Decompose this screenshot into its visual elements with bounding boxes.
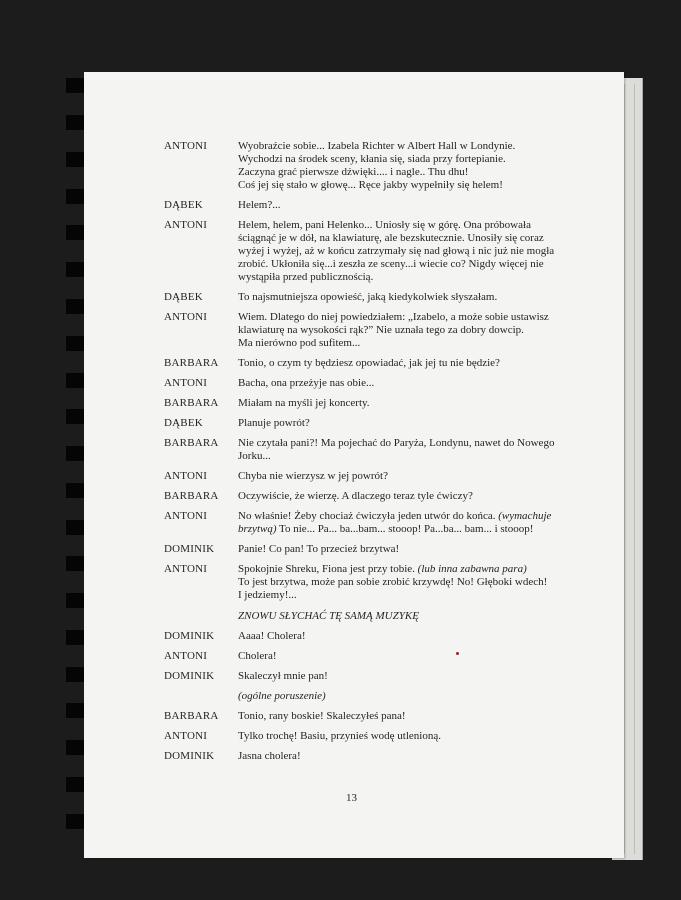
dialogue-entry: [164, 291, 584, 304]
dialogue-entry: [164, 397, 584, 410]
dialogue-entry: [164, 417, 584, 430]
speaker-name: BARBARA: [164, 490, 219, 502]
speaker-name: DĄBEK: [164, 417, 203, 429]
dialogue-text: Jorku...: [238, 450, 271, 462]
stage-direction: ZNOWU SŁYCHAĆ TĘ SAMĄ MUZYKĘ: [238, 610, 419, 622]
dialogue-entry: [164, 650, 584, 663]
speech-line: [238, 179, 563, 192]
dialogue-text: Cholera!: [238, 650, 277, 662]
speech-line: [238, 610, 563, 623]
speaker-name: DĄBEK: [164, 199, 203, 211]
speech-line: [238, 630, 563, 643]
speech-text: [238, 510, 563, 536]
speech-text: [238, 670, 563, 683]
dialogue-entry: [164, 610, 584, 623]
dialogue-text: Wyobraźcie sobie... Izabela Richter w Albert Hall w Londynie.: [238, 140, 516, 152]
speech-line: [238, 258, 563, 271]
speech-line: [238, 523, 563, 536]
dialogue-entry: [164, 750, 584, 763]
speech-line: [238, 470, 563, 483]
speech-line: [238, 166, 563, 179]
stage-direction: (lub inna zabawna para): [417, 563, 527, 575]
dialogue-text: Helem?...: [238, 199, 281, 211]
speech-text: [238, 291, 563, 304]
dialogue-text: Wiem. Dlatego do niej powiedziałem: „Izabelo, a może sobie ustawisz: [238, 311, 549, 323]
dialogue-text: Chyba nie wierzysz w jej powrót?: [238, 470, 388, 482]
speech-line: [238, 690, 563, 703]
dialogue-entry: [164, 377, 584, 390]
speech-text: [238, 543, 563, 556]
speech-line: [238, 563, 563, 576]
speech-line: [238, 730, 563, 743]
dialogue-text: Tylko trochę! Basiu, przynieś wodę utlenioną.: [238, 730, 441, 742]
stage-direction: brzytwą): [238, 523, 277, 535]
speech-line: [238, 291, 563, 304]
dialogue-entry: [164, 357, 584, 370]
speech-line: [238, 337, 563, 350]
page-number: 13: [346, 792, 357, 804]
speech-text: [238, 730, 563, 743]
speech-line: [238, 311, 563, 324]
dialogue-entry: [164, 563, 584, 602]
dialogue-text: No właśnie! Żeby chociaż ćwiczyła jeden utwór do końca.: [238, 510, 499, 522]
dialogue-text: Wychodzi na środek sceny, kłania się, siada przy fortepianie.: [238, 153, 506, 165]
speaker-name: DOMINIK: [164, 670, 215, 682]
speech-line: [238, 450, 563, 463]
stage-direction: (ogólne poruszenie): [238, 690, 326, 702]
dialogue-text: ściągnąć je w dół, na klawiaturę, ale bezskutecznie. Unosiły się coraz: [238, 232, 544, 244]
speaker-name: DĄBEK: [164, 291, 203, 303]
dialogue-entry: [164, 710, 584, 723]
speech-text: [238, 140, 563, 192]
speech-text: [238, 219, 563, 284]
script-dialogue: [164, 140, 584, 763]
speaker-name: ANTONI: [164, 311, 208, 323]
dialogue-entry: [164, 543, 584, 556]
dialogue-entry: [164, 730, 584, 743]
speech-line: [238, 271, 563, 284]
speech-line: [238, 140, 563, 153]
speaker-name: BARBARA: [164, 710, 219, 722]
dialogue-text: To najsmutniejsza opowieść, jaką kiedykolwiek słyszałam.: [238, 291, 498, 303]
speech-line: [238, 510, 563, 523]
speech-line: [238, 199, 563, 212]
dialogue-text: Tonio, rany boskie! Skaleczyłeś pana!: [238, 710, 406, 722]
dialogue-text: Panie! Co pan! To przecież brzytwa!: [238, 543, 400, 555]
speech-text: [238, 650, 563, 663]
speaker-name: ANTONI: [164, 510, 208, 522]
dialogue-text: zrobić. Ukłoniła się...i zeszła ze sceny...i wiecie co? Nigdy więcej nie: [238, 258, 544, 270]
speech-text: [238, 377, 563, 390]
dialogue-text: Spokojnie Shreku, Fiona jest przy tobie.: [238, 563, 418, 575]
dialogue-text: To jest brzytwa, może pan sobie zrobić krzywdę! No! Głęboki wdech!: [238, 576, 548, 588]
dialogue-entry: [164, 690, 584, 703]
dialogue-text: To nie... Pa... ba...bam... stooop! Pa...ba... bam... i stooop!: [276, 523, 534, 535]
speaker-name: ANTONI: [164, 730, 208, 742]
dialogue-entry: [164, 219, 584, 284]
speech-line: [238, 543, 563, 556]
script-page: [84, 72, 624, 858]
speech-text: [238, 630, 563, 643]
dialogue-text: Jasna cholera!: [238, 750, 301, 762]
dialogue-entry: [164, 470, 584, 483]
dialogue-entry: [164, 140, 584, 192]
speaker-name: ANTONI: [164, 140, 208, 152]
speech-line: [238, 324, 563, 337]
speaker-name: ANTONI: [164, 470, 208, 482]
speech-line: [238, 576, 563, 589]
dialogue-text: Planuje powrót?: [238, 417, 310, 429]
speaker-name: DOMINIK: [164, 630, 215, 642]
speech-line: [238, 589, 563, 602]
speech-text: [238, 397, 563, 410]
dialogue-entry: [164, 437, 584, 463]
speaker-name: ANTONI: [164, 650, 208, 662]
speech-text: [238, 610, 563, 623]
speech-line: [238, 417, 563, 430]
speech-line: [238, 219, 563, 232]
dialogue-entry: [164, 311, 584, 350]
dialogue-text: Helem, helem, pani Helenko... Uniosły się w górę. Ona próbowała: [238, 219, 531, 231]
speech-line: [238, 245, 563, 258]
dialogue-text: Aaaa! Cholera!: [238, 630, 306, 642]
speaker-name: BARBARA: [164, 397, 219, 409]
dialogue-text: wyżej i wyżej, aż w końcu zatrzymały się nad głową i nic już nie mogła: [238, 245, 555, 257]
speech-line: [238, 153, 563, 166]
speech-line: [238, 670, 563, 683]
dialogue-text: Zaczyna grać pierwsze dźwięki.... i nagle.. Thu dhu!: [238, 166, 469, 178]
dialogue-text: Nie czytała pani?! Ma pojechać do Paryża, Londynu, nawet do Nowego: [238, 437, 555, 449]
dialogue-text: Bacha, ona przeżyje nas obie...: [238, 377, 375, 389]
dialogue-entry: [164, 199, 584, 212]
speech-line: [238, 357, 563, 370]
dialogue-entry: [164, 490, 584, 503]
dialogue-text: I jedziemy!...: [238, 589, 297, 601]
speech-text: [238, 311, 563, 350]
dialogue-text: Ma nierówno pod sufitem...: [238, 337, 361, 349]
dialogue-text: Coś jej się stało w głowę... Ręce jakby wypełniły się helem!: [238, 179, 503, 191]
speech-line: [238, 750, 563, 763]
speech-text: [238, 470, 563, 483]
speaker-name: BARBARA: [164, 437, 219, 449]
speech-text: [238, 437, 563, 463]
speech-text: [238, 199, 563, 212]
speech-line: [238, 490, 563, 503]
dialogue-entry: [164, 510, 584, 536]
speech-line: [238, 397, 563, 410]
speech-text: [238, 490, 563, 503]
speech-text: [238, 417, 563, 430]
speaker-name: ANTONI: [164, 377, 208, 389]
speech-text: [238, 357, 563, 370]
speech-line: [238, 377, 563, 390]
dialogue-text: Skaleczył mnie pan!: [238, 670, 328, 682]
dialogue-entry: [164, 630, 584, 643]
speaker-name: BARBARA: [164, 357, 219, 369]
speaker-name: ANTONI: [164, 563, 208, 575]
dialogue-text: wystąpiła przed publicznością.: [238, 271, 374, 283]
speech-text: [238, 690, 563, 703]
speaker-name: DOMINIK: [164, 750, 215, 762]
speech-text: [238, 710, 563, 723]
stage-direction: (wymachuje: [498, 510, 552, 522]
dialogue-text: klawiaturę na wysokości rąk?” Nie uznała tego za dobry dowcip.: [238, 324, 524, 336]
red-ink-spot: [456, 652, 459, 655]
dialogue-entry: [164, 670, 584, 683]
speech-line: [238, 650, 563, 663]
speech-line: [238, 232, 563, 245]
speech-line: [238, 710, 563, 723]
speech-text: [238, 563, 563, 602]
speech-line: [238, 437, 563, 450]
speaker-name: DOMINIK: [164, 543, 215, 555]
dialogue-text: Oczywiście, że wierzę. A dlaczego teraz tyle ćwiczy?: [238, 490, 473, 502]
speech-text: [238, 750, 563, 763]
dialogue-text: Tonio, o czym ty będziesz opowiadać, jak jej tu nie będzie?: [238, 357, 500, 369]
speaker-name: ANTONI: [164, 219, 208, 231]
dialogue-text: Miałam na myśli jej koncerty.: [238, 397, 370, 409]
